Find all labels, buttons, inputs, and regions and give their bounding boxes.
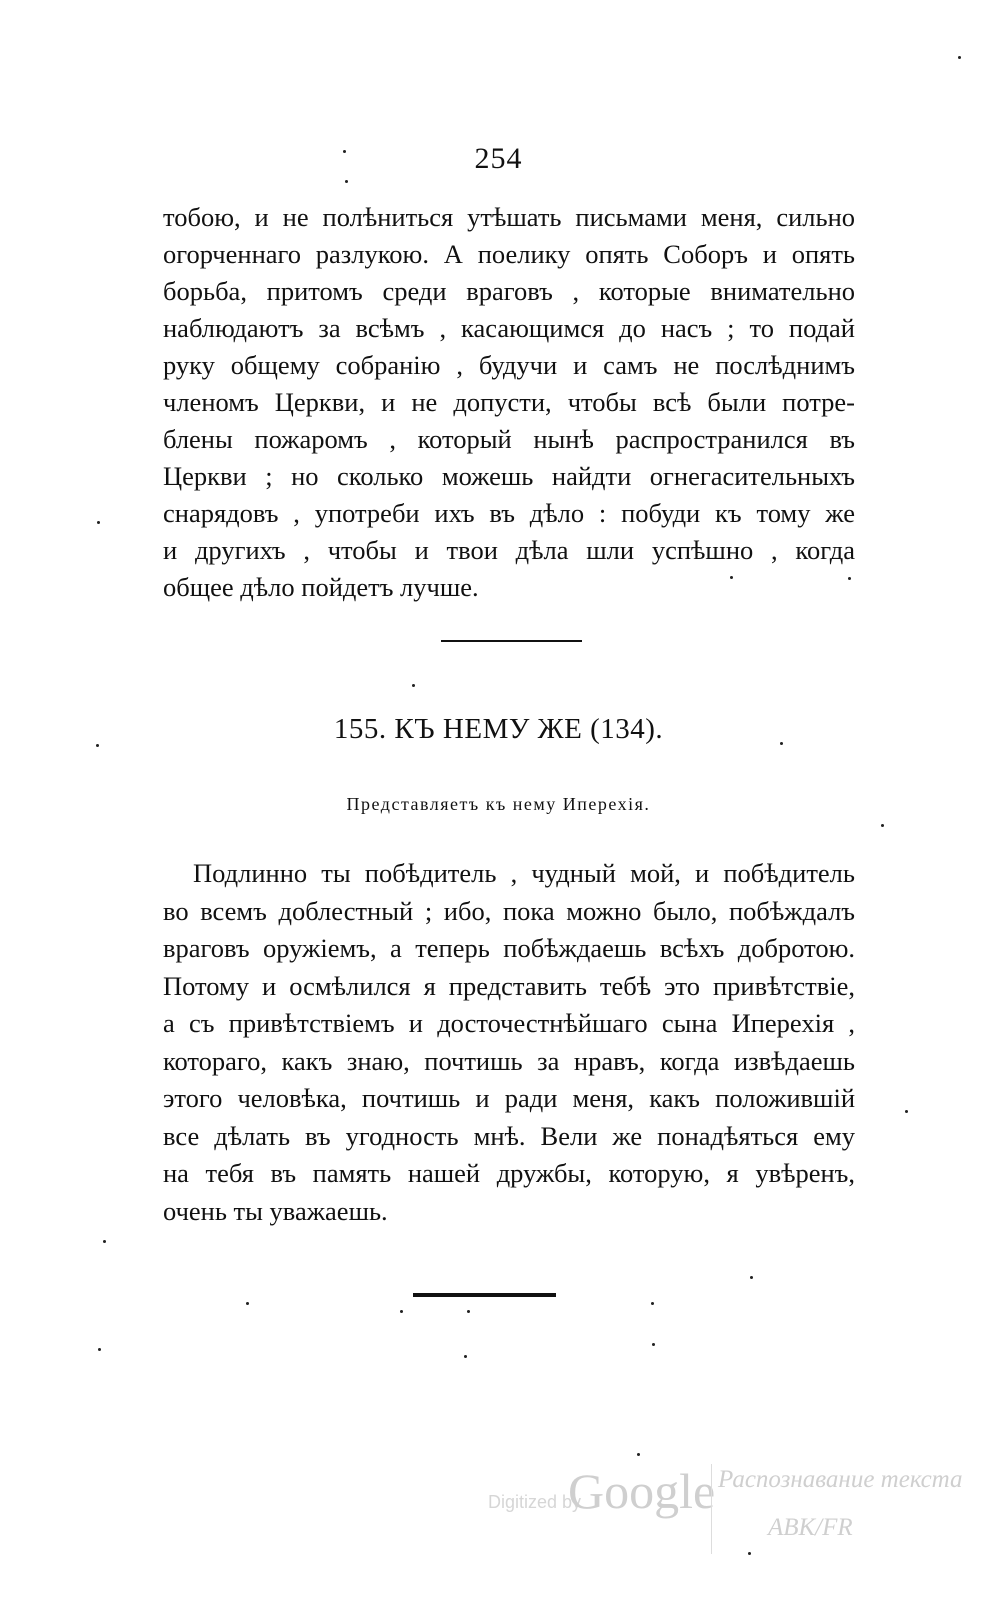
scan-speck: [464, 1355, 467, 1358]
scan-speck: [103, 1240, 106, 1243]
text-line: все дѣлать въ угодность мнѣ. Вели же понадѣяться ему: [163, 1120, 855, 1151]
text-line: этого человѣка, почтишь и ради меня, какъ положившій: [163, 1083, 855, 1113]
letter-text: [163, 855, 855, 1230]
scan-speck: [652, 1343, 655, 1346]
watermark-separator: [711, 1464, 712, 1554]
text-line: на тебя въ память нашей дружбы, которую, я увѣренъ,: [163, 1158, 855, 1188]
text-line: во всемъ доблестный ; ибо, пока можно было, побѣждалъ: [163, 895, 855, 926]
scan-speck: [467, 1310, 470, 1313]
watermark-ocr-credit: АВК/FR: [768, 1514, 853, 1541]
text-line: Подлинно ты побѣдитель , чудный мой, и побѣдитель: [193, 858, 855, 888]
scan-speck: [958, 56, 961, 59]
text-line: огорченнаго разлукою. А поелику опять Соборъ и опять: [163, 239, 855, 269]
page-number: 254: [474, 142, 523, 175]
watermark-digitized-text: Digitized by: [488, 1492, 582, 1512]
text-line: Церкви ; но сколько можешь найдти огнегасительныхъ: [163, 461, 855, 491]
text-line: Потому и осмѣлился я представить тебѣ это привѣтствіе,: [163, 970, 855, 1001]
scan-speck: [400, 1310, 403, 1313]
scan-speck: [881, 824, 884, 827]
letter-summary: Представляетъ къ нему Иперехія.: [346, 794, 651, 814]
text-line: и другихъ , чтобы и твои дѣла шли успѣшно , когда: [163, 535, 855, 565]
scan-speck: [345, 180, 348, 183]
scan-speck: [750, 1276, 753, 1279]
text-line: очень ты уважаешь.: [163, 1195, 388, 1226]
text-line: а съ привѣтствіемъ и досточестнѣйшаго сына Иперехія ,: [163, 1008, 855, 1038]
text-line: блены пожаромъ , который нынѣ распространился въ: [163, 424, 855, 454]
end-divider: [413, 1293, 556, 1297]
scan-speck: [96, 744, 99, 747]
watermark-ocr-text: Распознавание текста: [718, 1466, 963, 1493]
scan-speck: [98, 1348, 101, 1351]
text-line: враговъ оружіемъ, а теперь побѣждаешь всѣхъ добротою.: [163, 933, 855, 963]
scan-speck: [246, 1302, 249, 1305]
text-line: руку общему собранію , будучи и самъ не послѣднимъ: [163, 350, 855, 380]
text-line: тобою, и не полѣниться утѣшать письмами меня, сильно: [163, 202, 855, 232]
scan-speck: [651, 1302, 654, 1305]
scan-speck: [97, 521, 100, 524]
scan-speck: [905, 1110, 908, 1113]
text-line: общее дѣло пойдетъ лучше.: [163, 572, 479, 602]
section-divider: [441, 640, 582, 642]
scan-speck: [637, 1453, 640, 1456]
text-line: наблюдаютъ за всѣмъ , касающимся до насъ ; то подай: [163, 313, 855, 343]
scan-speck: [848, 577, 851, 580]
text-line: снарядовъ , употреби ихъ въ дѣло : побуди къ тому же: [163, 498, 855, 528]
scan-speck: [343, 150, 346, 153]
text-line: котораго, какъ знаю, почтишь за нравъ, когда извѣдаешь: [163, 1045, 855, 1076]
text-line: членомъ Церкви, и не допусти, чтобы всѣ были потре-: [163, 387, 855, 417]
scan-speck: [730, 576, 733, 579]
letter-heading: 155. КЪ НЕМУ ЖЕ (134).: [333, 713, 664, 745]
scan-speck: [780, 742, 783, 745]
scan-speck: [412, 684, 415, 687]
watermark-google-text: Google: [568, 1463, 716, 1519]
digitization-watermark: [468, 1462, 968, 1562]
text-line: борьба, притомъ среди враговъ , которые внимательно: [163, 276, 855, 306]
continuation-text: [163, 199, 855, 606]
